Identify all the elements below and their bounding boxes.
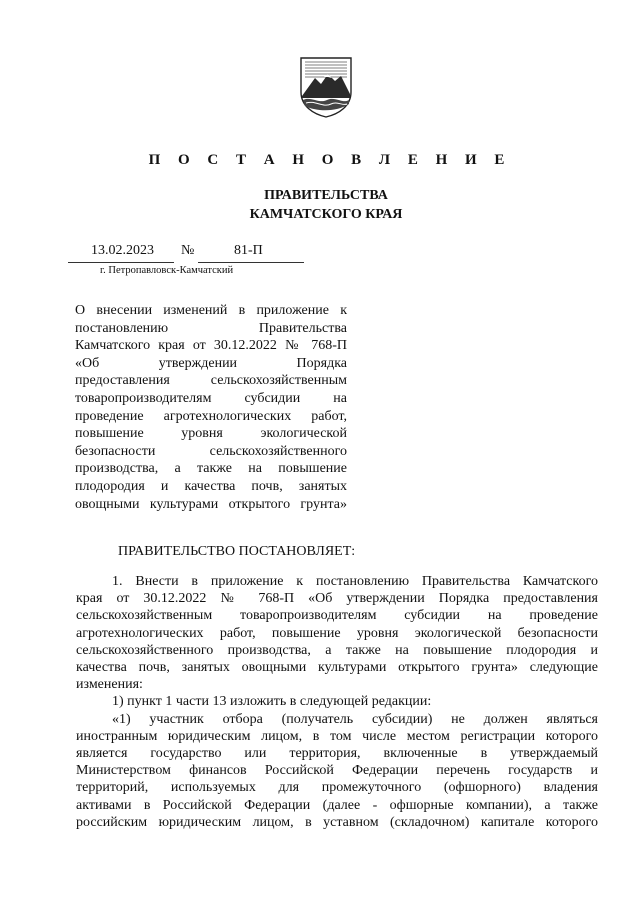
body-line: края от 30.12.2022 № 768-П «Об утверждении Порядка предоставления <box>76 591 598 607</box>
subject-line: проведение агротехнологических работ, <box>75 408 347 424</box>
body-line: изменения: <box>76 677 143 693</box>
number-sign: № <box>181 243 195 258</box>
body-line: иностранным юридическим лицом, в том числе местом регистрации которого <box>76 728 598 744</box>
subject-line: повышение уровня экологической <box>75 426 347 442</box>
body-line: 1. Внести в приложение к постановлению Правительства Камчатского <box>112 574 598 589</box>
subject-line: плодородия и качества почв, занятых <box>75 478 347 494</box>
number-underline <box>198 262 304 263</box>
subject-line: постановлению Правительства <box>75 320 347 336</box>
body-line: агротехнологических работ, повышение уровня экологической безопасности <box>76 625 598 641</box>
subject-line: О внесении изменений в приложение к <box>75 303 347 318</box>
document-body <box>76 573 598 831</box>
body-line: сельскохозяйственного производства, а также на повышение плодородия и <box>76 642 598 658</box>
kamchatka-emblem-icon <box>297 56 355 118</box>
document-type: П О С Т А Н О В Л Е Н И Е <box>148 152 512 168</box>
body-line: «1) участник отбора (получатель субсидии) не должен являться <box>112 711 598 727</box>
body-line: качества почв, занятых овощными культурами открытого грунта» следующие <box>76 660 598 676</box>
subject-line: предоставления сельскохозяйственным <box>75 373 347 389</box>
subject-line: производства, а также на повышение <box>75 461 347 477</box>
document-subject <box>75 302 347 513</box>
body-line: является государство или территория, включенные в утверждаемый <box>76 746 598 762</box>
decree-statement: ПРАВИТЕЛЬСТВО ПОСТАНОВЛЯЕТ: <box>118 544 356 559</box>
subject-line: безопасности сельскохозяйственного <box>75 443 347 459</box>
subject-line: овощными культурами открытого грунта» <box>75 496 347 512</box>
issuing-authority <box>0 186 640 224</box>
subject-line: Камчатского края от 30.12.2022 № 768-П <box>75 338 347 354</box>
body-line: 1) пункт 1 части 13 изложить в следующей редакции: <box>112 694 432 710</box>
body-line: территорий, используемых для промежуточного (офшорного) владения <box>76 780 598 796</box>
body-line: Министерством финансов Российской Федерации перечень государств и <box>76 763 598 779</box>
subject-line: «Об утверждении Порядка <box>75 355 347 371</box>
authority-line-1: ПРАВИТЕЛЬСТВА <box>264 188 388 203</box>
document-number: 81-П <box>234 243 263 258</box>
authority-line-2: КАМЧАТСКОГО КРАЯ <box>249 207 403 222</box>
subject-line: товаропроизводителям субсидии на <box>75 390 347 406</box>
body-line: активами в Российской Федерации (далее - офшорные компании), а также <box>76 797 598 813</box>
date-underline <box>68 262 174 263</box>
place-of-issue: г. Петропавловск-Камчатский <box>100 265 234 276</box>
body-line: сельскохозяйственным товаропроизводителям субсидии на проведение <box>76 608 598 624</box>
document-date: 13.02.2023 <box>91 243 154 258</box>
body-line: российским юридическим лицом, в уставном (складочном) капитале которого <box>76 814 598 830</box>
